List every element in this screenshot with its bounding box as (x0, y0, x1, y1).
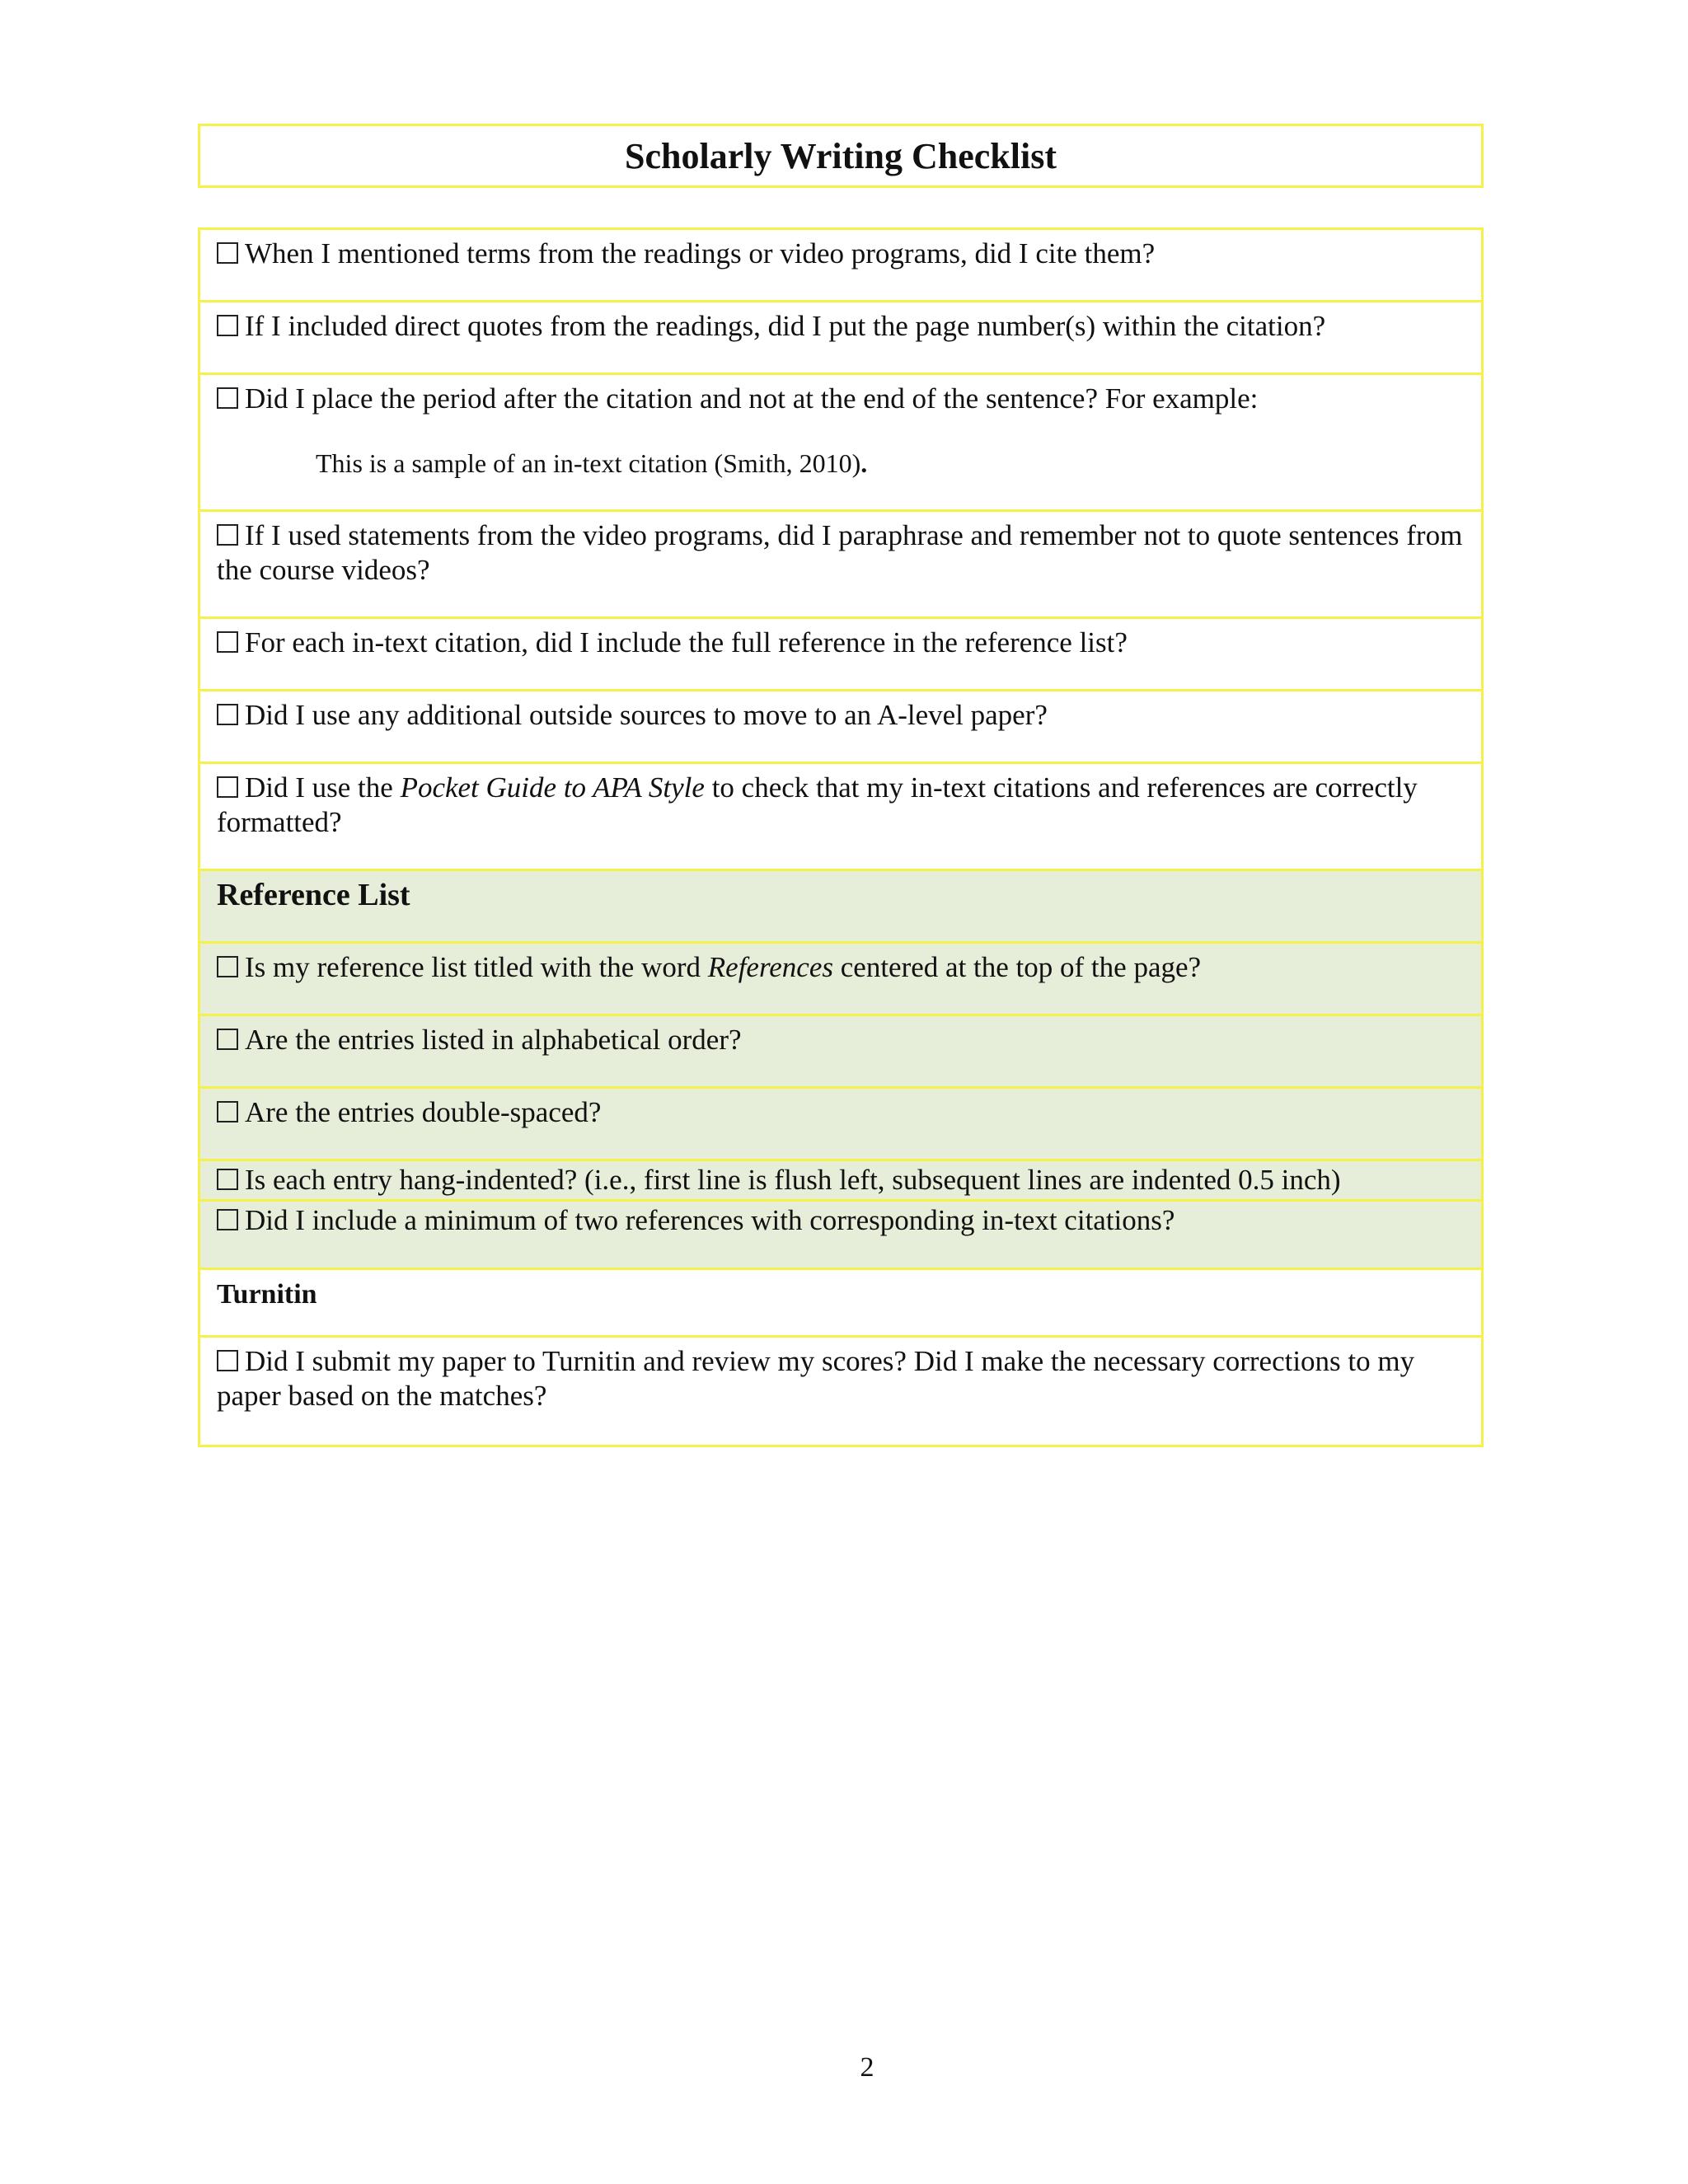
item-text-suffix: centered at the top of the page? (833, 951, 1202, 983)
checklist-item-turnitin-submit (200, 1338, 1481, 1445)
item-text: Did I include a minimum of two references with corresponding in-text citations? (245, 1204, 1175, 1236)
item-text: Did I use any additional outside sources to move to an A-level paper? (245, 699, 1048, 731)
checkbox-icon[interactable] (217, 631, 238, 653)
item-text: When I mentioned terms from the readings or video programs, did I cite them? (245, 237, 1156, 269)
item-text: If I used statements from the video programs, did I paraphrase and remember not to quote sentences from the course videos? (217, 519, 1463, 586)
checklist-item-period-placement (200, 375, 1481, 512)
title-box (198, 124, 1484, 188)
page-title: Scholarly Writing Checklist (625, 135, 1057, 176)
checklist-item-apa-guide (200, 764, 1481, 871)
checkbox-icon[interactable] (217, 1169, 238, 1190)
section-heading-reference-list (200, 871, 1481, 944)
checkbox-icon[interactable] (217, 315, 238, 336)
checklist-item-alphabetical (200, 1016, 1481, 1089)
references-word: References (707, 951, 834, 983)
example-period: . (860, 448, 868, 478)
checkbox-icon[interactable] (217, 1209, 238, 1230)
checklist-item-paraphrase (200, 512, 1481, 619)
checkbox-icon[interactable] (217, 776, 238, 798)
item-text: Is each entry hang-indented? (i.e., first line is flush left, subsequent lines are indented 0.5 inch) (245, 1164, 1341, 1196)
checklist-item-full-reference (200, 619, 1481, 691)
checkbox-icon[interactable] (217, 1350, 238, 1371)
citation-example (316, 446, 1465, 480)
checklist-item-hang-indented (200, 1161, 1481, 1199)
page-number: 2 (860, 2052, 874, 2083)
item-text: Did I place the period after the citation and not at the end of the sentence? For example: (245, 382, 1259, 415)
item-text: For each in-text citation, did I include the full reference in the reference list? (245, 626, 1128, 658)
checkbox-icon[interactable] (217, 704, 238, 725)
section-heading-turnitin (200, 1270, 1481, 1338)
checklist-item-double-spaced (200, 1089, 1481, 1161)
checkbox-icon[interactable] (217, 387, 238, 409)
item-text-prefix: Is my reference list titled with the word (245, 951, 708, 983)
item-text-prefix: Did I use the (245, 771, 401, 804)
checklist-item-cite-terms (200, 230, 1481, 302)
item-text: Are the entries listed in alphabetical order? (245, 1024, 742, 1056)
item-text: Did I submit my paper to Turnitin and review my scores? Did I make the necessary corrections to my paper based on the matches? (217, 1345, 1415, 1412)
checkbox-icon[interactable] (217, 242, 238, 264)
checklist-item-page-numbers (200, 302, 1481, 375)
item-text: If I included direct quotes from the readings, did I put the page number(s) within the citation? (245, 310, 1326, 342)
book-title: Pocket Guide to APA Style (400, 771, 705, 804)
checkbox-icon[interactable] (217, 1029, 238, 1050)
checklist-item-minimum-two (200, 1199, 1481, 1270)
checklist-item-outside-sources (200, 691, 1481, 764)
checkbox-icon[interactable] (217, 1101, 238, 1122)
example-text: This is a sample of an in-text citation (Smith, 2010) (316, 448, 861, 478)
checklist-table (198, 227, 1484, 1447)
section-heading: Turnitin (217, 1279, 317, 1310)
item-text: Are the entries double-spaced? (245, 1096, 602, 1128)
section-heading: Reference List (217, 878, 410, 912)
checklist-item-references-title (200, 944, 1481, 1016)
checkbox-icon[interactable] (217, 956, 238, 977)
checkbox-icon[interactable] (217, 524, 238, 546)
item-text-suffix: to check that my in-text citations and references are correctly formatted? (217, 771, 1418, 838)
